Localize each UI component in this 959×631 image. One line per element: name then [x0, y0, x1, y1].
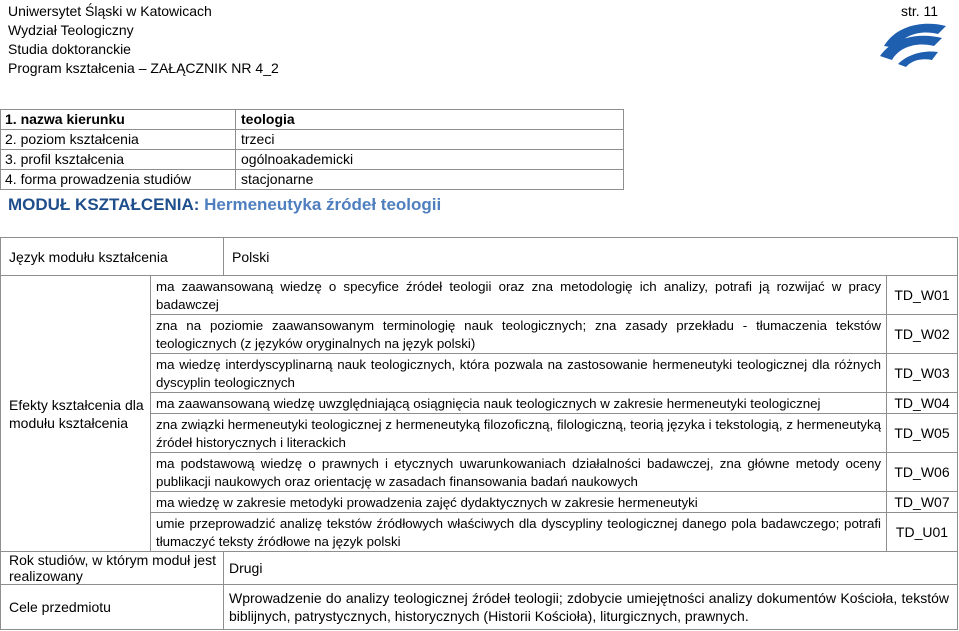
effect-code: TD_W05	[886, 414, 957, 452]
goals-row	[1, 585, 958, 630]
study-row	[1, 130, 624, 150]
effect-code: TD_W06	[886, 453, 957, 491]
effect-row	[151, 276, 958, 315]
study-value: trzeci	[236, 130, 624, 150]
effect-row	[151, 414, 958, 453]
language-value: Polski	[224, 238, 958, 276]
year-value: Drugi	[224, 552, 958, 585]
study-info-table	[0, 109, 624, 190]
header-studies: Studia doktoranckie	[8, 41, 131, 57]
effect-row	[151, 393, 958, 414]
effect-code: TD_W07	[886, 492, 957, 512]
effect-text: zna związki hermeneutyki teologicznej z hermeneutyką filozoficzną, filologiczną, teorią języka i tekstologią, z hermeneutyką źródeł historycznych i literackich	[156, 417, 881, 450]
effect-code: TD_W04	[886, 393, 957, 413]
study-label: 3. profil kształcenia	[1, 150, 236, 170]
study-value: stacjonarne	[236, 170, 624, 190]
module-title-prefix: MODUŁ KSZTAŁCENIA:	[8, 195, 205, 214]
effect-code: TD_W02	[886, 315, 957, 353]
goals-value: Wprowadzenie do analizy teologicznej źródeł teologii; zdobycie umiejętności analizy dokumentów Kościoła, tekstów biblijnych, patrystycznych, historycznych (Historii Kościoła), liturgicznych, prawnych.	[224, 585, 958, 630]
document-header	[8, 2, 279, 78]
effect-code: TD_W01	[886, 276, 957, 314]
module-title-name: Hermeneutyka źródeł teologii	[204, 195, 442, 214]
effect-code: TD_U01	[886, 513, 957, 551]
header-university: Uniwersytet Śląski w Katowicach	[8, 3, 212, 19]
page-number: str. 11	[901, 3, 939, 19]
study-label: 4. forma prowadzenia studiów	[1, 170, 236, 190]
goals-label: Cele przedmiotu	[1, 585, 224, 630]
effect-text: ma zaawansowaną wiedzę o specyfice źródeł teologii oraz zna metodologię ich analizy, potrafi ją rozwijać w pracy badawczej	[156, 279, 881, 312]
study-label: 1. nazwa kierunku	[1, 110, 236, 130]
study-value: ogólnoakademicki	[236, 150, 624, 170]
effect-code: TD_W03	[886, 354, 957, 392]
effect-row	[151, 315, 958, 354]
study-row	[1, 150, 624, 170]
study-row	[1, 170, 624, 190]
effect-text: zna na poziomie zaawansowanym terminologię nauk teologicznych; zna zasady przekładu - tłumaczenia tekstów teologicznych (z języków oryginalnych na język polski)	[156, 318, 881, 351]
study-value: teologia	[236, 110, 624, 130]
effect-row	[151, 513, 958, 552]
year-label: Rok studiów, w którym moduł jest realizowany	[1, 552, 224, 585]
study-label: 2. poziom kształcenia	[1, 130, 236, 150]
effect-row	[151, 492, 958, 513]
effect-text: umie przeprowadzić analizę tekstów źródłowych właściwych dla dyscypliny teologicznej danego pola badawczego; potrafi tłumaczyć teksty źródłowe na język polski	[156, 516, 881, 549]
module-table	[0, 237, 958, 630]
effect-text: ma zaawansowaną wiedzę uwzględniającą osiągnięcia nauk teologicznych w zakresie hermeneutyki teologicznej	[156, 396, 821, 411]
effect-row	[151, 453, 958, 492]
study-row	[1, 110, 624, 130]
language-row	[1, 238, 958, 276]
header-program: Program kształcenia – ZAŁĄCZNIK NR 4_2	[8, 60, 279, 76]
language-label: Język modułu kształcenia	[1, 238, 224, 276]
effect-text: ma podstawową wiedzę o prawnych i etycznych uwarunkowaniach działalności badawczej, zna główne metody oceny publikacji naukowych oraz orientację w zasadach finansowania badań naukowych	[156, 456, 881, 489]
university-logo-icon	[878, 20, 948, 68]
header-faculty: Wydział Teologiczny	[8, 22, 134, 38]
effect-text: ma wiedzę interdyscyplinarną nauk teologicznych, która pozwala na zastosowanie hermeneutyki teologicznej dla różnych dyscyplin teologicznych	[156, 357, 881, 390]
effects-label: Efekty kształcenia dla modułu kształcenia	[1, 276, 151, 552]
effect-row	[151, 354, 958, 393]
year-row	[1, 552, 958, 585]
effect-text: ma wiedzę w zakresie metodyki prowadzenia zajęć dydaktycznych w zakresie hermeneutyki	[156, 495, 698, 510]
module-title	[8, 195, 441, 215]
